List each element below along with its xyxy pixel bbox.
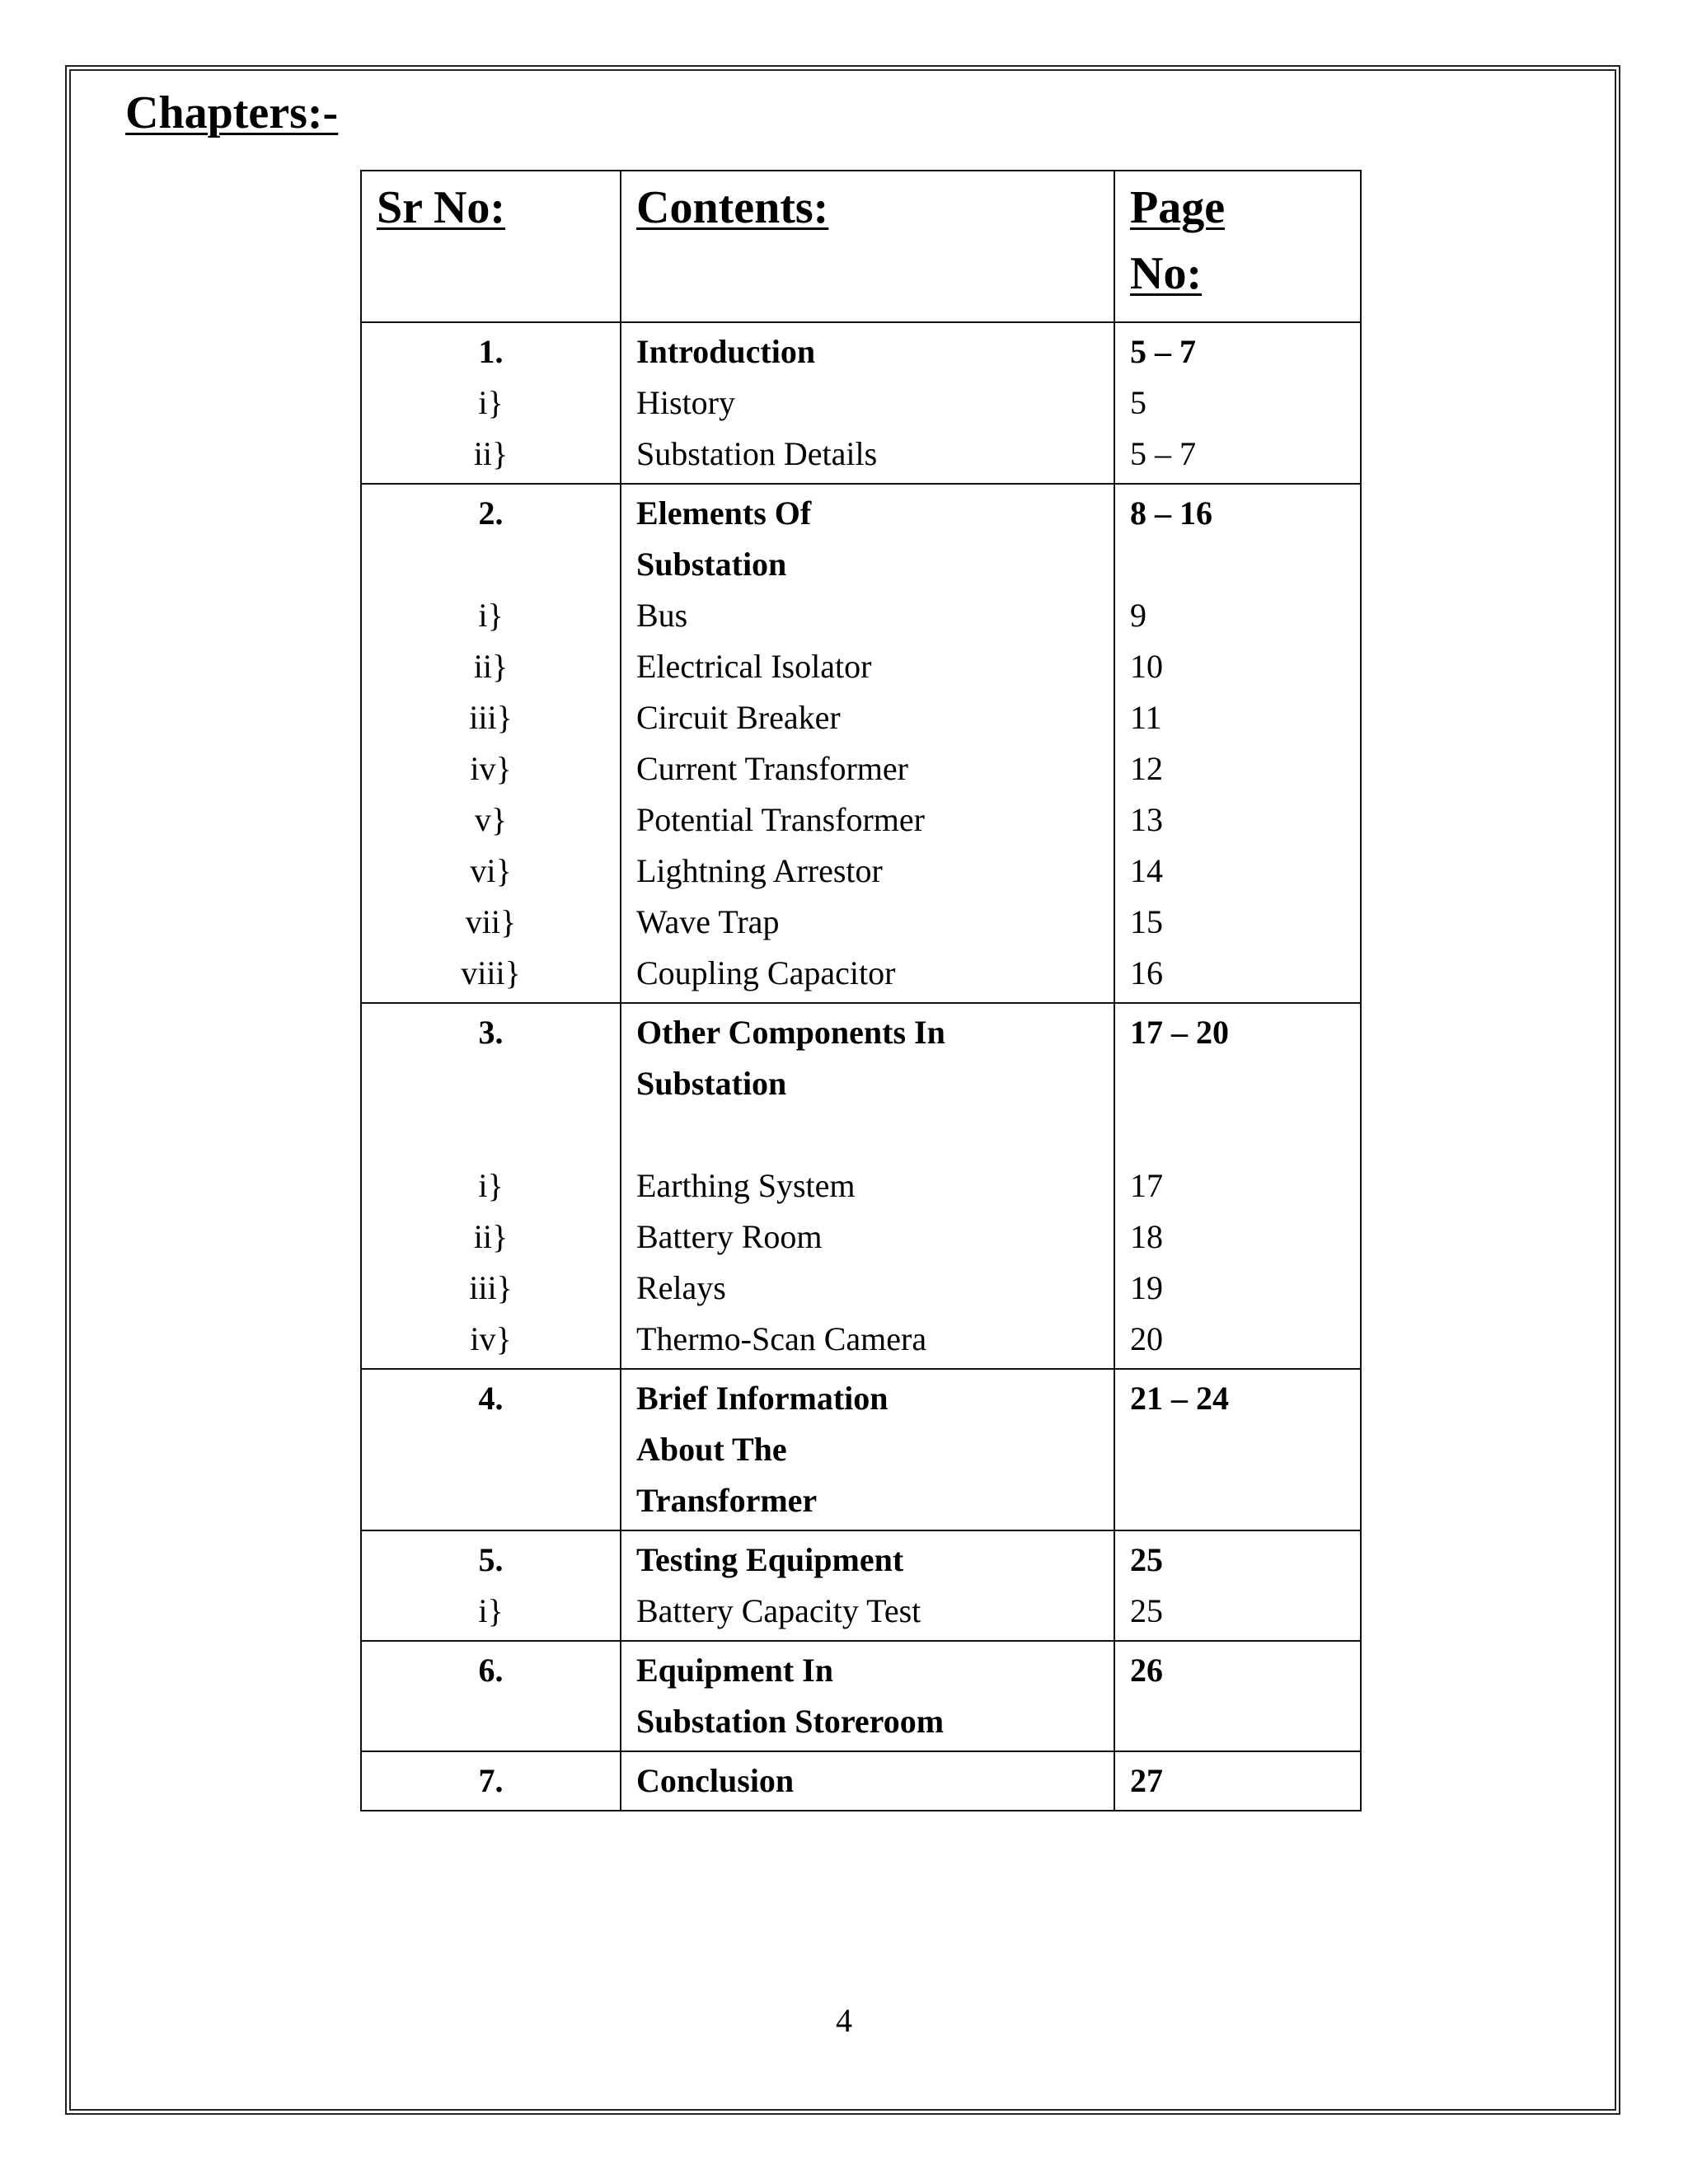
- chapter-page-cell: [1114, 1530, 1361, 1641]
- item-title: Coupling Capacitor: [636, 954, 896, 991]
- chapter-row-4: [361, 1369, 1361, 1530]
- item-sr: i}: [478, 384, 504, 421]
- chapter-row-7: [361, 1751, 1361, 1811]
- chapter-pages: 8 – 16: [1130, 494, 1212, 532]
- item-title: History: [636, 384, 735, 421]
- chapter-pages: 17 – 20: [1130, 1014, 1229, 1051]
- chapter-title: Equipment In: [636, 1652, 833, 1689]
- chapter-sr-cell: [361, 322, 621, 484]
- chapter-pages: 27: [1130, 1762, 1163, 1799]
- chapter-sr-cell: [361, 484, 621, 1003]
- chapter-sr-cell: [361, 1003, 621, 1369]
- chapter-title: Substation Storeroom: [636, 1703, 945, 1740]
- chapter-title: Substation: [636, 1065, 787, 1102]
- chapter-row-1: [361, 322, 1361, 484]
- chapter-page-cell: [1114, 484, 1361, 1003]
- blank-line: [636, 1109, 1099, 1160]
- chapter-sr-cell: [361, 1751, 621, 1811]
- chapter-sr-cell: [361, 1530, 621, 1641]
- item-sr: ii}: [473, 435, 509, 472]
- item-title: Lightning Arrestor: [636, 852, 883, 889]
- chapter-page-cell: [1114, 322, 1361, 484]
- item-page: 5: [1130, 384, 1146, 421]
- chapter-title: Introduction: [636, 333, 816, 370]
- item-sr: vii}: [465, 903, 517, 940]
- item-page: 14: [1130, 852, 1163, 889]
- blank-line: [362, 1109, 620, 1160]
- chapter-row-5: [361, 1530, 1361, 1641]
- item-title: Circuit Breaker: [636, 699, 841, 736]
- chapter-title: Testing Equipment: [636, 1541, 904, 1578]
- item-page: 20: [1130, 1320, 1163, 1357]
- item-title: Potential Transformer: [636, 801, 925, 838]
- header-page-no: Page No:: [1114, 171, 1361, 322]
- blank-line: [1130, 1109, 1345, 1160]
- chapter-sr-cell: [361, 1369, 621, 1530]
- chapter-contents-cell: [621, 1751, 1114, 1811]
- item-sr: i}: [478, 597, 504, 634]
- chapter-contents-cell: [621, 322, 1114, 484]
- chapter-title: Conclusion: [636, 1762, 795, 1799]
- chapter-number: 3.: [478, 1014, 504, 1051]
- header-sr-no: Sr No:: [361, 171, 621, 322]
- item-sr: v}: [474, 801, 508, 838]
- item-title: Battery Capacity Test: [636, 1592, 921, 1629]
- item-title: Current Transformer: [636, 750, 908, 787]
- blank-line: [362, 539, 620, 590]
- item-sr: viii}: [461, 954, 521, 991]
- chapter-title: About The: [636, 1431, 787, 1468]
- chapter-number: 2.: [478, 494, 504, 532]
- chapter-page-cell: [1114, 1003, 1361, 1369]
- item-page: 5 – 7: [1130, 435, 1196, 472]
- item-page: 9: [1130, 597, 1146, 634]
- chapter-number: 7.: [478, 1762, 504, 1799]
- item-page: 18: [1130, 1218, 1163, 1255]
- chapter-pages: 25: [1130, 1541, 1163, 1578]
- chapter-sr-cell: [361, 1641, 621, 1751]
- item-sr: iii}: [469, 1269, 513, 1306]
- chapter-title: Transformer: [636, 1482, 818, 1519]
- item-page: 12: [1130, 750, 1163, 787]
- chapter-page-cell: [1114, 1641, 1361, 1751]
- chapters-heading: Chapters:-: [125, 87, 339, 138]
- item-page: 17: [1130, 1167, 1163, 1204]
- chapter-contents-cell: [621, 1530, 1114, 1641]
- item-sr: i}: [478, 1592, 504, 1629]
- item-page: 19: [1130, 1269, 1163, 1306]
- item-sr: ii}: [473, 648, 509, 685]
- item-sr: vi}: [470, 852, 512, 889]
- chapter-number: 6.: [478, 1652, 504, 1689]
- chapter-page-cell: [1114, 1751, 1361, 1811]
- item-title: Wave Trap: [636, 903, 780, 940]
- chapter-contents-cell: [621, 1003, 1114, 1369]
- blank-line: [362, 1058, 620, 1109]
- chapter-contents-cell: [621, 484, 1114, 1003]
- item-sr: iv}: [470, 1320, 512, 1357]
- chapter-row-6: [361, 1641, 1361, 1751]
- chapter-row-3: [361, 1003, 1361, 1369]
- item-title: Substation Details: [636, 435, 878, 472]
- chapter-pages: 21 – 24: [1130, 1380, 1229, 1417]
- item-page: 10: [1130, 648, 1163, 685]
- chapter-title: Elements Of: [636, 494, 812, 532]
- chapter-contents-cell: [621, 1641, 1114, 1751]
- chapter-contents-cell: [621, 1369, 1114, 1530]
- chapter-number: 1.: [478, 333, 504, 370]
- chapter-number: 4.: [478, 1380, 504, 1417]
- item-sr: iii}: [469, 699, 513, 736]
- item-title: Electrical Isolator: [636, 648, 872, 685]
- item-sr: iv}: [470, 750, 512, 787]
- item-page: 13: [1130, 801, 1163, 838]
- item-title: Relays: [636, 1269, 726, 1306]
- item-page: 11: [1130, 699, 1162, 736]
- chapter-title: Substation: [636, 546, 787, 583]
- chapter-number: 5.: [478, 1541, 504, 1578]
- chapter-pages: 5 – 7: [1130, 333, 1196, 370]
- table-header-row: [361, 171, 1361, 322]
- chapter-pages: 26: [1130, 1652, 1163, 1689]
- table-of-contents: [360, 170, 1362, 1811]
- item-page: 16: [1130, 954, 1163, 991]
- blank-line: [1130, 1058, 1345, 1109]
- chapter-page-cell: [1114, 1369, 1361, 1530]
- chapter-title: Brief Information: [636, 1380, 889, 1417]
- chapter-title: Other Components In: [636, 1014, 945, 1051]
- item-title: Thermo-Scan Camera: [636, 1320, 927, 1357]
- item-title: Earthing System: [636, 1167, 856, 1204]
- blank-line: [1130, 539, 1345, 590]
- page-number: 4: [836, 2002, 852, 2039]
- header-contents: Contents:: [621, 171, 1114, 322]
- item-sr: i}: [478, 1167, 504, 1204]
- item-title: Bus: [636, 597, 688, 634]
- item-page: 15: [1130, 903, 1163, 940]
- item-page: 25: [1130, 1592, 1163, 1629]
- chapter-row-2: [361, 484, 1361, 1003]
- item-title: Battery Room: [636, 1218, 823, 1255]
- item-sr: ii}: [473, 1218, 509, 1255]
